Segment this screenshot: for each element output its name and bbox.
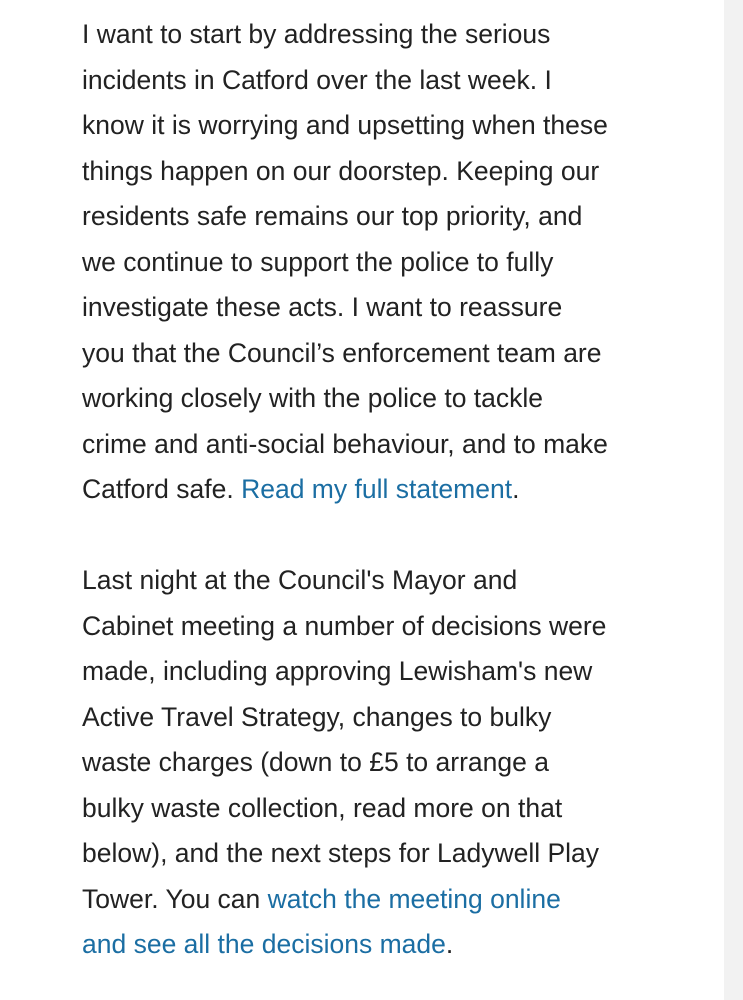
read-full-statement-link[interactable]: Read my full statement <box>241 474 513 504</box>
text-line: I want to start by addressing the serious <box>82 19 551 49</box>
text-line: made, including approving Lewisham's new <box>82 656 593 686</box>
text-line: bulky waste collection, read more on that <box>82 792 563 823</box>
paragraph-cabinet-meeting <box>82 558 712 968</box>
text-line: Last night at the Council's Mayor and <box>82 565 518 595</box>
text-line: Cabinet meeting a number of decisions were <box>82 610 607 641</box>
text-line: working closely with the police to tackle <box>82 383 544 413</box>
text-line <box>82 922 712 968</box>
text-line <box>82 467 712 513</box>
text-line: below), and the next steps for Ladywell Play <box>82 838 600 868</box>
watch-meeting-link[interactable]: watch the meeting online <box>267 883 561 914</box>
text-segment: Catford safe. <box>82 474 242 504</box>
text-line <box>82 877 712 923</box>
watch-meeting-link-continued[interactable]: and see all the decisions made <box>82 929 446 959</box>
text-line: investigate these acts. I want to reassure <box>82 292 563 322</box>
article-body <box>82 12 712 968</box>
text-line: Active Travel Strategy, changes to bulky <box>82 701 552 732</box>
side-gutter <box>724 0 743 1000</box>
text-line: incidents in Catford over the last week. I <box>82 64 552 95</box>
text-line: we continue to support the police to fully <box>82 246 554 277</box>
text-line: crime and anti-social behaviour, and to make <box>82 428 608 459</box>
text-line: waste charges (down to £5 to arrange a <box>82 747 549 777</box>
text-segment: Tower. You can <box>82 883 268 914</box>
text-segment: . <box>445 929 454 959</box>
text-line: things happen on our doorstep. Keeping our <box>82 155 600 186</box>
paragraph-catford-statement <box>82 12 712 513</box>
text-line: residents safe remains our top priority, and <box>82 201 583 231</box>
text-segment: . <box>512 474 520 504</box>
text-line: know it is worrying and upsetting when these <box>82 110 608 140</box>
text-line: you that the Council’s enforcement team are <box>82 337 602 368</box>
